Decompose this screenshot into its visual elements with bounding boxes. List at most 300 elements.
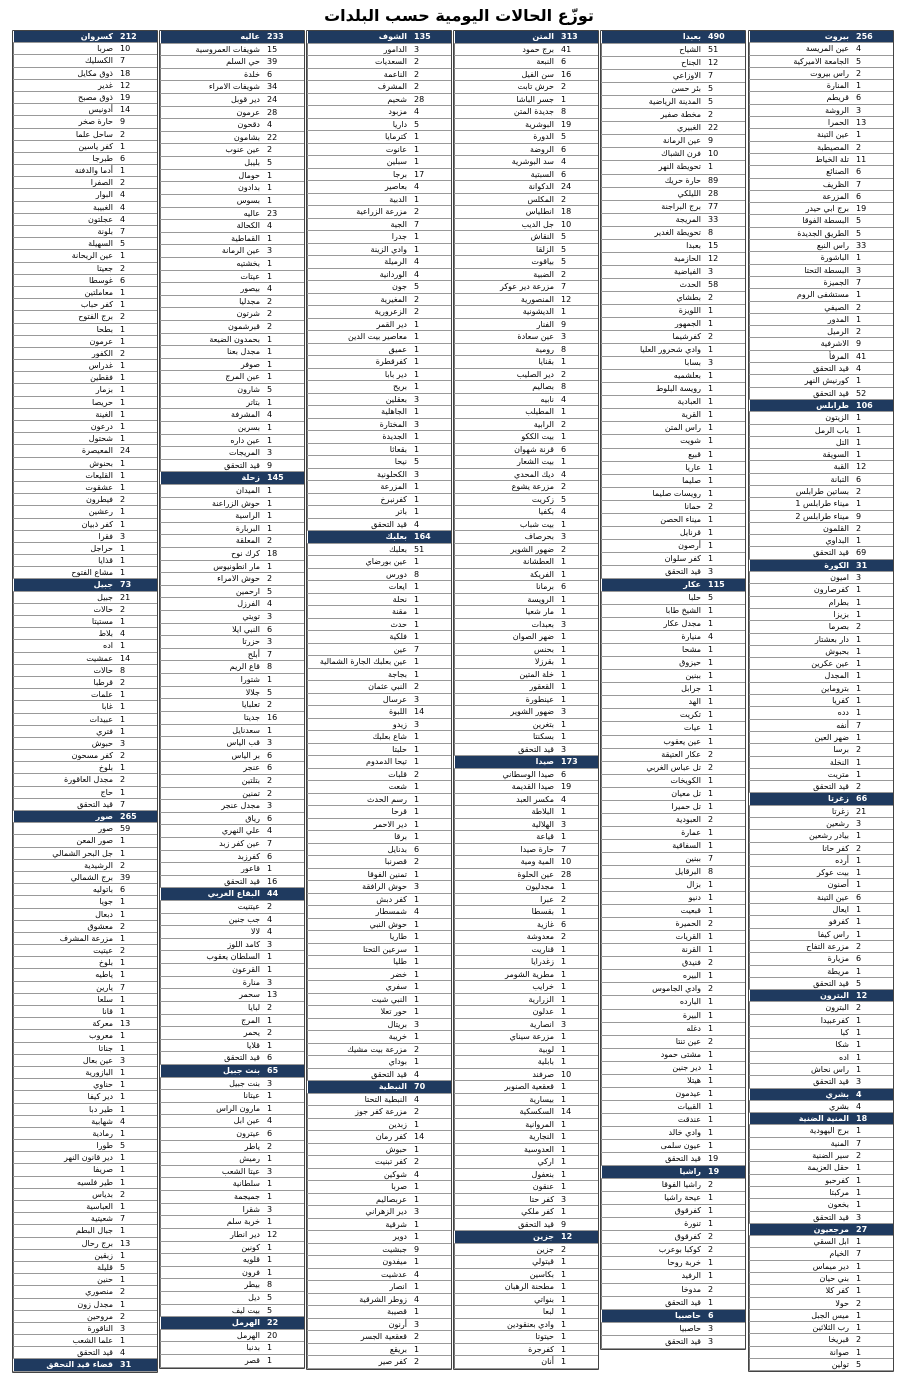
town-name: العدوسية: [454, 1144, 557, 1156]
town-name: طبرجا: [13, 153, 116, 164]
case-count: 3: [414, 1319, 420, 1329]
case-count: 18: [120, 68, 131, 78]
case-count: 1: [856, 868, 862, 878]
table-row: [454, 581, 598, 594]
district-name: زحلة: [160, 472, 263, 484]
table-row: [454, 644, 598, 657]
district-header-row: [454, 1231, 598, 1244]
town-name: قبرشمون: [160, 321, 263, 333]
table-row: [601, 644, 745, 657]
case-count: 6: [561, 769, 567, 779]
case-count: 2: [414, 1044, 420, 1054]
table-row: [13, 1055, 157, 1067]
case-count: 2: [120, 348, 126, 358]
town-name: النجارية: [454, 1131, 557, 1143]
town-name: القبيات: [601, 1101, 704, 1113]
table-row: [307, 1069, 451, 1082]
town-name: مجدل بعنا: [160, 346, 263, 358]
table-row: [13, 177, 157, 189]
table-row: [160, 762, 304, 775]
table-row: [749, 277, 893, 289]
case-count: 1: [856, 880, 862, 890]
table-row: [454, 544, 598, 557]
case-count: 12: [120, 80, 131, 90]
case-count: 2: [708, 814, 714, 824]
table-row: [601, 109, 745, 122]
table-row: [160, 460, 304, 473]
table-row: [454, 1194, 598, 1207]
table-row: [749, 142, 893, 154]
town-name: كفر صير: [307, 1356, 410, 1368]
case-count: 1: [708, 1271, 714, 1281]
table-row: [307, 469, 451, 482]
case-count: 1: [120, 287, 126, 297]
table-row: [13, 1043, 157, 1055]
case-count: 3: [267, 637, 273, 647]
town-name: لبعا: [454, 1306, 557, 1318]
table-row: [13, 506, 157, 518]
case-count: 4: [120, 214, 126, 224]
table-row: [307, 1256, 451, 1269]
town-name: مزرعة المشرف: [13, 933, 116, 944]
case-count: 1: [120, 933, 126, 943]
town-name: شرتون: [160, 308, 263, 320]
table-row: [307, 356, 451, 369]
table-row: [307, 1019, 451, 1032]
case-count: 1: [708, 619, 714, 629]
town-name: كفر حباب: [13, 299, 116, 310]
table-row: [307, 819, 451, 832]
case-count: 1: [267, 1040, 273, 1050]
case-count: 3: [267, 801, 273, 811]
table-row: [13, 1311, 157, 1323]
town-name: الرشيدية: [13, 860, 116, 871]
table-row: [601, 736, 745, 749]
town-name: مشتى حمود: [601, 1049, 704, 1061]
town-name: بعبدات: [454, 619, 557, 631]
town-name: كفرحبو: [749, 1175, 852, 1186]
case-count: 39: [120, 872, 131, 882]
district-header-row: [749, 31, 893, 43]
table-row: [307, 869, 451, 882]
case-count: 12: [708, 58, 719, 68]
town-name: أرنون: [307, 1319, 410, 1331]
town-name: طورا: [13, 1140, 116, 1151]
town-name: كفر سلوان: [601, 553, 704, 565]
town-name: بطشاي: [601, 292, 704, 304]
table-row: [13, 92, 157, 104]
table-row: [13, 1335, 157, 1347]
case-count: 1: [267, 422, 273, 432]
case-count: 1: [708, 671, 714, 681]
table-row: [307, 1294, 451, 1307]
case-count: 2: [120, 775, 126, 785]
town-name: حالات: [13, 604, 116, 615]
town-name: ذوق مصبح: [13, 92, 116, 103]
case-count: 7: [856, 1138, 862, 1148]
town-name: العطشانة: [454, 556, 557, 568]
table-row: [749, 879, 893, 891]
town-name: بلوخ: [13, 762, 116, 773]
table-row: [13, 116, 157, 128]
case-count: 1: [708, 1193, 714, 1203]
table-row: [307, 681, 451, 694]
case-count: 2: [561, 269, 567, 279]
town-name: كفر ملكي: [454, 1206, 557, 1218]
table-row: [749, 129, 893, 141]
town-name: قيد التحقق: [454, 1219, 557, 1231]
table-row: [601, 266, 745, 279]
table-row: [307, 131, 451, 144]
case-count: 3: [267, 738, 273, 748]
table-row: [13, 640, 157, 652]
table-row: [307, 1144, 451, 1157]
case-count: 3: [856, 573, 862, 583]
town-name: القماطية: [160, 233, 263, 245]
town-name: عيات: [601, 722, 704, 734]
table-row: [307, 906, 451, 919]
town-name: قاعور: [160, 863, 263, 875]
town-name: بسابا: [601, 357, 704, 369]
town-name: كفرجرة: [454, 1344, 557, 1356]
table-row: [307, 731, 451, 744]
case-count: 5: [561, 244, 567, 254]
town-name: مطحنة الرهبان: [454, 1281, 557, 1293]
case-count: 3: [267, 1078, 273, 1088]
case-count: 34: [267, 82, 278, 92]
town-name: علما الشعب: [13, 1335, 116, 1346]
district-header-row: [160, 1317, 304, 1330]
table-row: [454, 419, 598, 432]
case-count: 5: [120, 1262, 126, 1272]
district-header-row: [454, 31, 598, 44]
town-name: شتورا: [160, 674, 263, 686]
table-row: [454, 1156, 598, 1169]
table-row: [454, 906, 598, 919]
table-row: [13, 165, 157, 177]
town-name: قصرنبا: [307, 856, 410, 868]
case-count: 1: [856, 1323, 862, 1333]
table-row: [454, 556, 598, 569]
table-row: [307, 1194, 451, 1207]
table-row: [307, 156, 451, 169]
table-row: [13, 592, 157, 604]
town-name: قيد التحقق: [749, 547, 852, 558]
town-name: عانوت: [307, 144, 410, 156]
case-count: 1: [120, 568, 126, 578]
town-name: قيد التحقق: [160, 460, 263, 472]
table-row: [601, 827, 745, 840]
town-name: الدامور: [307, 44, 410, 56]
table-row: [454, 1169, 598, 1182]
table-row: [307, 831, 451, 844]
town-name: اللبوة: [307, 706, 410, 718]
town-name: برقا: [307, 831, 410, 843]
table-row: [160, 1279, 304, 1292]
case-count: 1: [414, 669, 420, 679]
table-row: [454, 706, 598, 719]
town-name: الجميزة: [749, 277, 852, 288]
town-name: ضهور الشوير: [454, 544, 557, 556]
case-count: 1: [120, 482, 126, 492]
case-count: 1: [856, 929, 862, 939]
case-count: 1: [856, 425, 862, 435]
town-name: فقطين: [13, 372, 116, 383]
town-name: بعقلين: [307, 394, 410, 406]
table-row: [749, 929, 893, 941]
case-count: 4: [561, 394, 567, 404]
table-row: [160, 1178, 304, 1191]
case-count: 1: [120, 617, 126, 626]
case-count: 1: [414, 582, 420, 591]
case-count: 4: [267, 1116, 273, 1126]
town-name: قيد التحقق: [454, 744, 557, 756]
case-count: 8: [267, 662, 273, 672]
table-row: [307, 444, 451, 457]
table-row: [13, 409, 157, 421]
district-name: كسروان: [13, 31, 116, 42]
case-count: 1: [414, 432, 420, 441]
case-count: 6: [267, 1129, 273, 1139]
case-count: 3: [414, 1207, 420, 1216]
town-name: تمنين الفوقا: [307, 869, 410, 881]
case-count: 23: [267, 208, 278, 218]
table-row: [13, 1104, 157, 1116]
case-count: 3: [267, 1166, 273, 1176]
table-row: [160, 195, 304, 208]
case-count: 1: [267, 271, 273, 281]
table-row: [160, 296, 304, 309]
table-row: [454, 369, 598, 382]
town-name: كفرقطرة: [307, 356, 410, 368]
table-row: [454, 1069, 598, 1082]
table-row: [13, 141, 157, 153]
town-name: عين كفر زبد: [160, 838, 263, 850]
town-name: جل البحر الشمالي: [13, 848, 116, 859]
table-row: [13, 665, 157, 677]
town-name: عيتات: [160, 271, 263, 283]
district-header-row: [749, 1113, 893, 1125]
case-count: 1: [708, 697, 714, 707]
case-count: 4: [120, 1348, 126, 1358]
case-count: 24: [267, 95, 278, 105]
case-count: 7: [708, 853, 714, 863]
table-row: [749, 1076, 893, 1088]
town-name: غوسطا: [13, 275, 116, 286]
district-name: قضاء قيد التحقق: [13, 1359, 116, 1370]
case-count: 2: [708, 292, 714, 302]
town-name: دير الاحمر: [307, 819, 410, 831]
table-row: [307, 306, 451, 319]
case-count: 2: [120, 860, 126, 870]
town-name: حدث: [307, 619, 410, 631]
town-name: برج حمود: [454, 44, 557, 56]
case-count: 1: [856, 646, 862, 656]
town-name: طليا: [307, 956, 410, 968]
town-name: تل حميرا: [601, 801, 704, 813]
case-count: 1: [561, 1319, 567, 1329]
table-row: [160, 712, 304, 725]
case-count: 1: [120, 1043, 126, 1053]
town-name: العبادية: [601, 396, 704, 408]
town-name: بيصور: [160, 283, 263, 295]
district-name: صيدا: [454, 756, 557, 768]
case-count: 4: [267, 927, 273, 937]
case-count: 1: [267, 347, 273, 357]
town-name: جسر الباشا: [454, 94, 557, 106]
table-row: [454, 1081, 598, 1094]
case-count: 3: [267, 612, 273, 622]
case-count: 1: [120, 1080, 126, 1090]
table-row: [601, 618, 745, 631]
town-name: عين المرج: [160, 371, 263, 383]
table-row: [307, 44, 451, 57]
case-count: 1: [708, 1010, 714, 1020]
case-count: 8: [561, 107, 567, 116]
town-name: جعيتا: [13, 263, 116, 274]
case-count: 2: [856, 142, 862, 152]
town-name: القرنة: [601, 944, 704, 956]
table-row: [13, 470, 157, 482]
table-row: [307, 919, 451, 932]
case-count: 3: [561, 619, 567, 629]
case-count: 1: [120, 1153, 126, 1163]
case-count: 7: [856, 720, 862, 730]
table-row: [749, 1187, 893, 1199]
case-count: 1: [708, 319, 714, 329]
case-count: 1: [561, 1057, 567, 1066]
table-row: [454, 856, 598, 869]
town-name: عينطورة: [454, 694, 557, 706]
case-count: 4: [120, 190, 126, 200]
case-count: 1: [561, 1007, 567, 1016]
table-row: [601, 853, 745, 866]
table-row: [454, 1319, 598, 1332]
town-name: حوش الرافقة: [307, 881, 410, 893]
town-name: عين الرمانة: [601, 135, 704, 147]
case-count: 3: [120, 531, 126, 541]
town-name: الدكوانة: [454, 181, 557, 193]
table-row: [13, 214, 157, 226]
town-name: شهابية: [13, 1116, 116, 1127]
table-row: [749, 1138, 893, 1150]
case-count: 1: [120, 336, 126, 346]
case-count: 1: [708, 840, 714, 850]
table-row: [749, 720, 893, 732]
table-row: [749, 1212, 893, 1224]
town-name: بنت جبيل: [160, 1078, 263, 1090]
town-name: الباشورة: [749, 252, 852, 263]
case-count: 1: [561, 832, 567, 841]
case-count: 5: [708, 593, 714, 603]
table-row: [13, 872, 157, 884]
case-count: 2: [856, 327, 862, 337]
table-row: [13, 1347, 157, 1359]
case-count: 1: [708, 1088, 714, 1098]
town-name: حراجل: [13, 543, 116, 554]
town-name: قيد التحقق: [749, 388, 852, 399]
case-count: 1: [856, 1126, 862, 1136]
case-count: 1: [267, 1267, 273, 1277]
case-count: 1: [856, 1286, 862, 1296]
case-count: 1: [267, 725, 273, 735]
case-count: 3: [561, 1194, 567, 1204]
table-row: [454, 181, 598, 194]
case-count: 4: [414, 182, 420, 191]
town-name: الناعمة: [307, 69, 410, 81]
case-count: 5: [267, 385, 273, 395]
town-name: حومال: [160, 170, 263, 182]
case-count: 10: [120, 44, 131, 54]
town-name: حي السلم: [160, 56, 263, 68]
town-name: بنواتي: [454, 1294, 557, 1306]
table-row: [307, 1219, 451, 1232]
table-row: [160, 977, 304, 990]
case-count: 22: [708, 123, 719, 133]
table-row: [454, 94, 598, 107]
table-row: [160, 838, 304, 851]
case-count: 1: [267, 1217, 273, 1227]
table-row: [454, 1269, 598, 1282]
town-name: المكلس: [454, 194, 557, 206]
table-row: [160, 435, 304, 448]
table-row: [307, 856, 451, 869]
case-count: 1: [856, 708, 862, 718]
case-count: 1: [708, 1219, 714, 1229]
town-name: معشوق: [13, 921, 116, 932]
case-count: 8: [561, 344, 567, 354]
table-row: [13, 774, 157, 786]
town-name: حلبتا: [307, 744, 410, 756]
case-count: 22: [267, 132, 278, 142]
town-name: شارون: [160, 384, 263, 396]
case-count: 1: [120, 1177, 126, 1187]
table-row: [307, 119, 451, 132]
table-row: [601, 814, 745, 827]
case-count: 5: [414, 282, 420, 291]
case-count: 1: [561, 644, 567, 654]
case-count: 1: [856, 769, 862, 779]
table-row: [601, 762, 745, 775]
case-count: 1: [414, 157, 420, 166]
table-row: [454, 619, 598, 632]
town-name: قيد التحقق: [749, 978, 852, 989]
case-count: 7: [856, 179, 862, 189]
case-count: 1: [267, 952, 273, 962]
case-count: 4: [414, 1169, 420, 1179]
case-count: 5: [561, 232, 567, 241]
table-row: [454, 519, 598, 532]
table-row: [13, 433, 157, 445]
town-name: اده: [13, 640, 116, 651]
case-count: 21: [120, 592, 131, 602]
table-row: [307, 981, 451, 994]
case-count: 2: [267, 788, 273, 798]
case-count: 2: [120, 178, 126, 188]
district-header-row: [13, 579, 157, 591]
case-count: 1: [414, 807, 420, 816]
town-name: اركي: [454, 1156, 557, 1168]
case-count: 3: [708, 1323, 714, 1333]
case-count: 1: [414, 819, 420, 829]
town-name: بجاجة: [307, 669, 410, 681]
town-name: وادي الزينة: [307, 244, 410, 256]
table-row: [13, 1006, 157, 1018]
case-count: 7: [120, 982, 126, 992]
case-count: 1: [120, 1104, 126, 1114]
table-row: [454, 169, 598, 182]
table-row: [454, 1219, 598, 1232]
